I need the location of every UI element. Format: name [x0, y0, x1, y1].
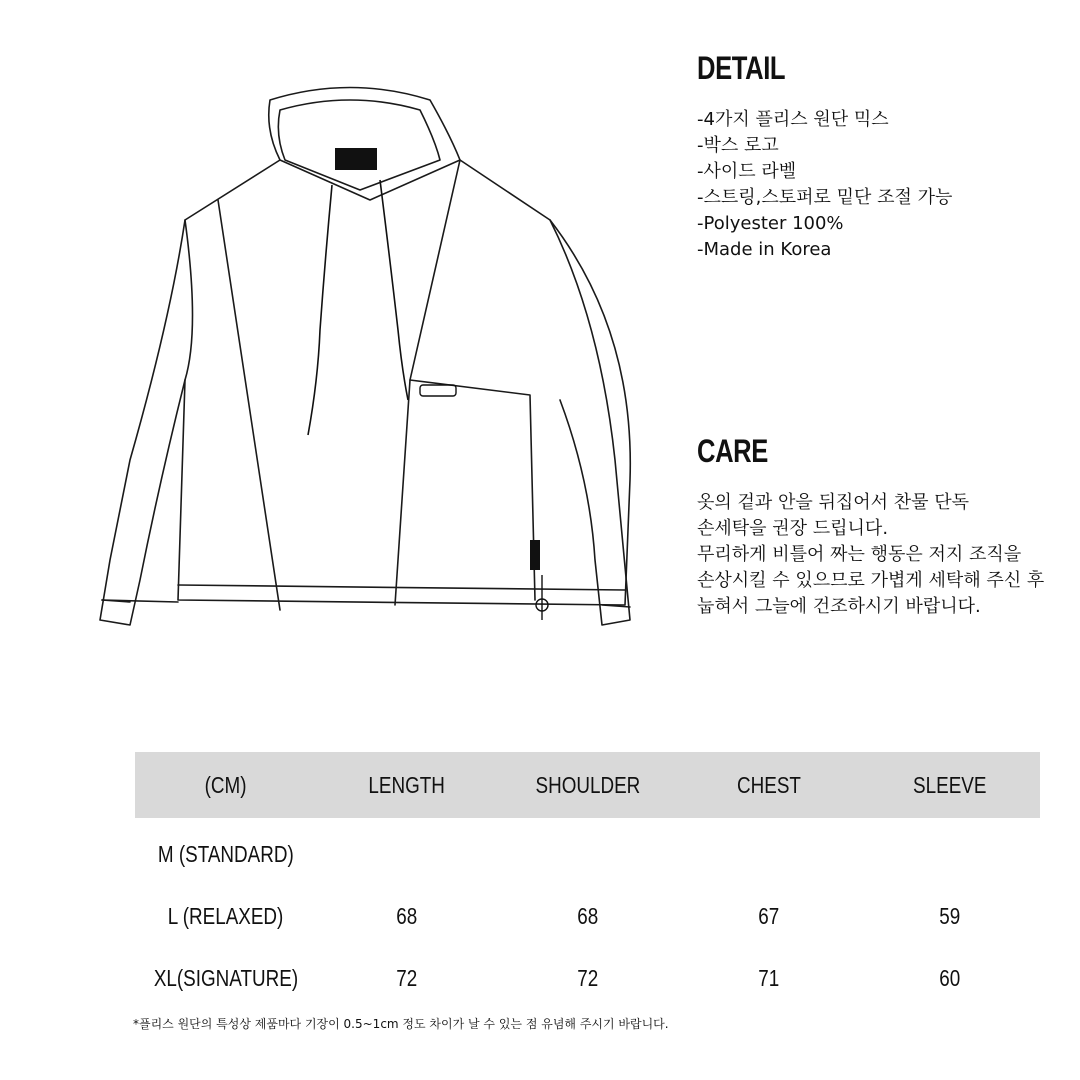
sleeve-value: 59	[939, 902, 960, 929]
table-row	[135, 818, 1040, 885]
size-label: M (STANDARD)	[157, 840, 294, 867]
sleeve-value	[859, 818, 1040, 885]
header-unit: (CM)	[135, 752, 316, 818]
detail-item: -스트링,스토퍼로 밑단 조절 가능	[697, 187, 953, 208]
chest-value: 71	[758, 964, 779, 991]
care-line: 손세탁을 권장 드립니다.	[697, 518, 889, 539]
care-line: 손상시킬 수 있으므로 가볍게 세탁해 주신 후	[697, 570, 1045, 591]
care-line: 눕혀서 그늘에 건조하시기 바랍니다.	[697, 596, 981, 617]
hoodie-sketch	[90, 80, 650, 640]
header-length: LENGTH	[316, 752, 497, 818]
care-line: 옷의 겉과 안을 뒤집어서 찬물 단독	[697, 492, 970, 513]
shoulder-value	[497, 818, 678, 885]
size-table	[135, 752, 1040, 1009]
shoulder-value: 68	[577, 902, 598, 929]
length-value	[316, 818, 497, 885]
sleeve-value: 60	[939, 964, 960, 991]
header-sleeve: SLEEVE	[859, 752, 1040, 818]
detail-item: -Polyester 100%	[697, 213, 844, 234]
table-row	[135, 947, 1040, 1009]
header-chest: CHEST	[678, 752, 859, 818]
chest-value	[678, 818, 859, 885]
shoulder-value: 72	[577, 964, 598, 991]
care-line: 무리하게 비틀어 짜는 행동은 저지 조직을	[697, 544, 1022, 565]
detail-item: -사이드 라벨	[697, 161, 797, 182]
chest-value: 67	[758, 902, 779, 929]
detail-item: -Made in Korea	[697, 239, 832, 260]
length-value: 72	[396, 964, 417, 991]
length-value: 68	[396, 902, 417, 929]
care-title: CARE	[697, 433, 768, 469]
detail-list	[697, 107, 952, 263]
size-table-header	[135, 752, 1040, 818]
header-shoulder: SHOULDER	[497, 752, 678, 818]
care-text	[697, 490, 1044, 620]
size-label: XL(SIGNATURE)	[153, 964, 298, 991]
size-label: L (RELAXED)	[167, 902, 284, 929]
footnote: *플리스 원단의 특성상 제품마다 기장이 0.5~1cm 정도 차이가 날 수 있는 점 유념해 주시기 바랍니다.	[133, 1017, 669, 1031]
detail-title: DETAIL	[697, 50, 786, 86]
table-row	[135, 885, 1040, 947]
detail-item: -4가지 플리스 원단 믹스	[697, 109, 889, 130]
detail-item: -박스 로고	[697, 135, 779, 156]
